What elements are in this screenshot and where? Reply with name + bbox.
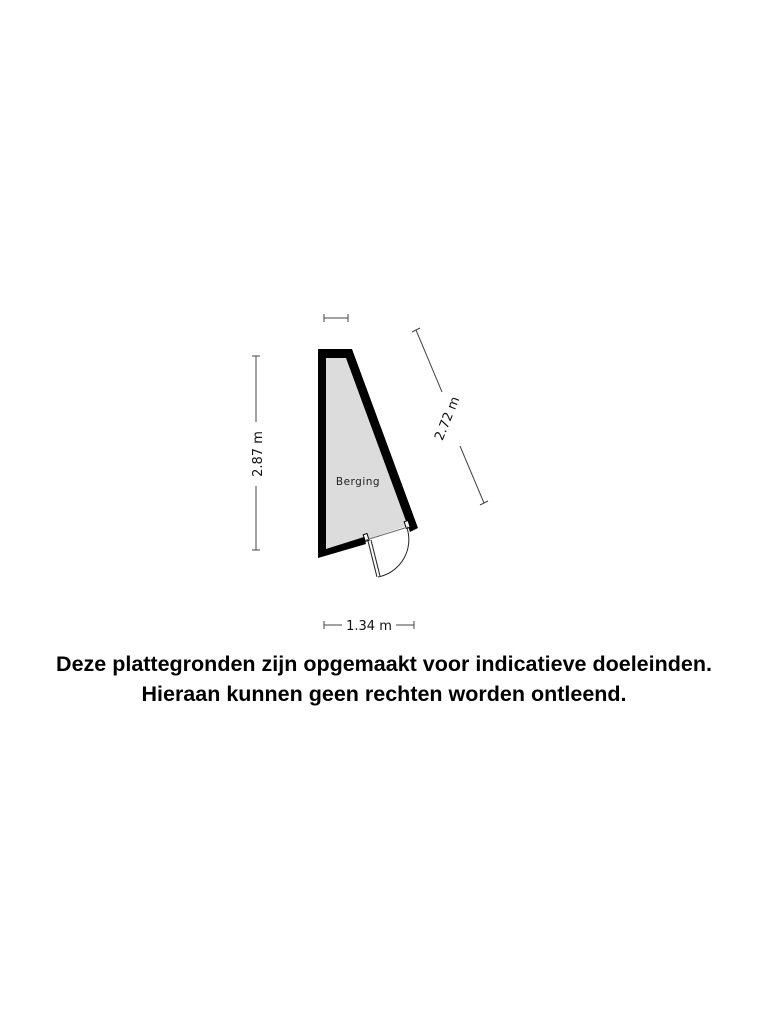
room-label: Berging bbox=[335, 476, 381, 488]
disclaimer-line-2: Hieraan kunnen geen rechten worden ontleend. bbox=[141, 682, 627, 706]
dimension-right-label: 2.72 m bbox=[432, 394, 464, 443]
dimension-bottom-label: 1.34 m bbox=[346, 619, 392, 634]
disclaimer-line-1: Deze plattegronden zijn opgemaakt voor indicatieve doeleinden. bbox=[56, 652, 712, 676]
top-dimension-marker bbox=[324, 314, 348, 322]
room-floor-berging bbox=[324, 356, 410, 553]
dimension-left-label: 2.87 m bbox=[251, 431, 266, 477]
